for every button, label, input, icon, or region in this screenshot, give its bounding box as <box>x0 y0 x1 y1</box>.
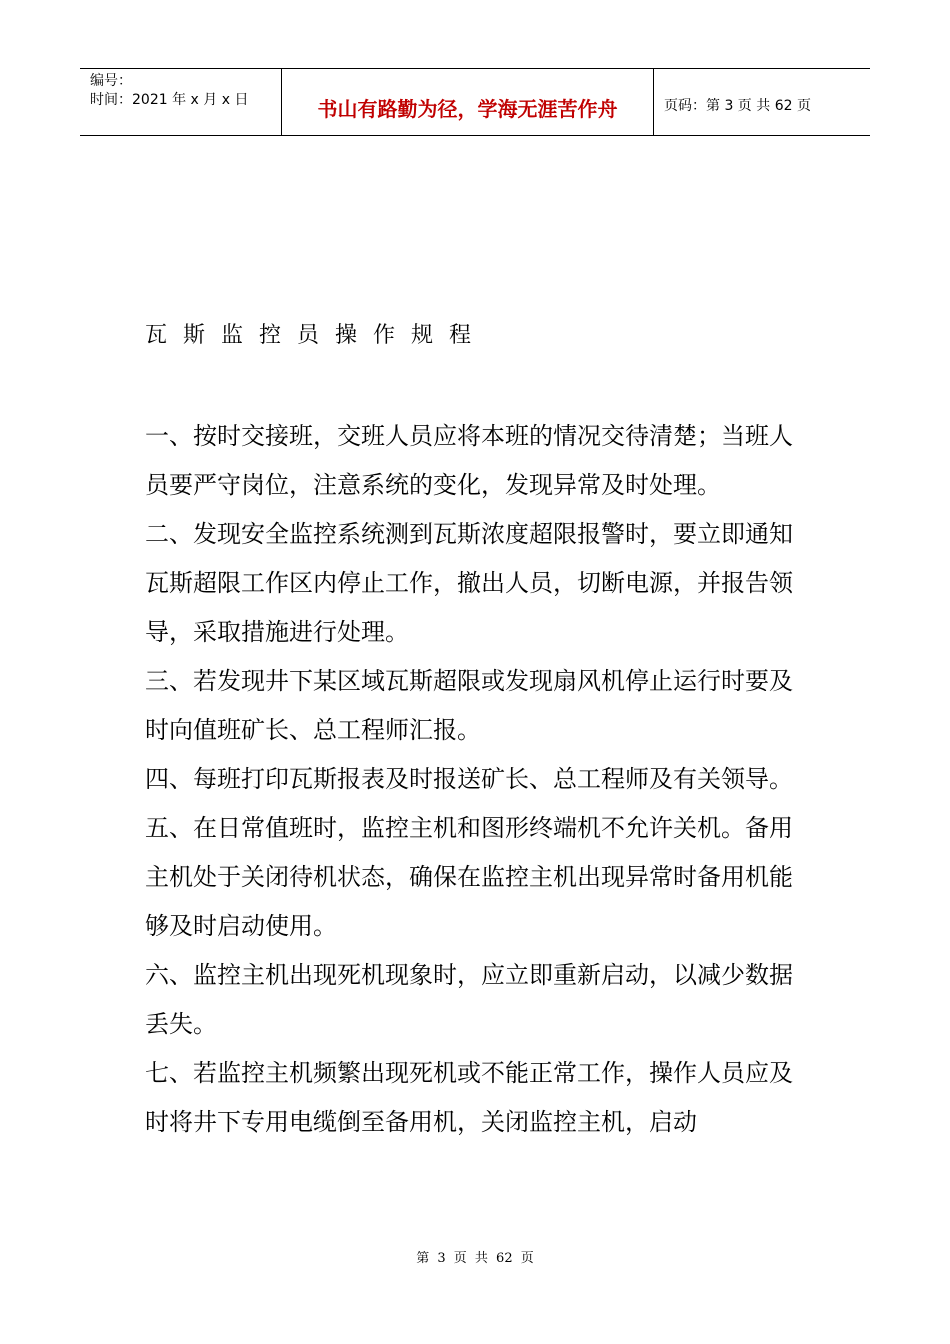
header-page-info: 页码：第 3 页 共 62 页 <box>664 98 811 114</box>
document-number-label: 编号： <box>90 73 132 89</box>
page-header <box>80 68 870 136</box>
header-motto: 书山有路勤为径，学海无涯苦作舟 <box>317 97 618 121</box>
header-motto-cell <box>282 69 654 135</box>
paragraph-7: 七、若监控主机频繁出现死机或不能正常工作，操作人员应及时将井下专用电缆倒至备用机，关闭监控主机，启动 <box>145 1059 793 1136</box>
page-footer: 第 3 页 共 62 页 <box>416 1251 534 1266</box>
document-date: 时间：2021 年 x 月 x 日 <box>90 92 249 108</box>
document-title: 瓦斯监控员操作规程 <box>145 323 488 348</box>
paragraph-1: 一、按时交接班，交班人员应将本班的情况交待清楚；当班人员要严守岗位，注意系统的变化，发现异常及时处理。 <box>145 422 793 499</box>
paragraph-2: 二、发现安全监控系统测到瓦斯浓度超限报警时，要立即通知瓦斯超限工作区内停止工作，撤出人员，切断电源，并报告领导，采取措施进行处理。 <box>145 520 793 646</box>
paragraph-4: 四、每班打印瓦斯报表及时报送矿长、总工程师及有关领导。 <box>145 765 793 793</box>
paragraph-6: 六、监控主机出现死机现象时，应立即重新启动，以减少数据丢失。 <box>145 961 793 1038</box>
header-meta-cell <box>80 69 282 135</box>
document-body <box>145 412 810 1147</box>
paragraph-3: 三、若发现井下某区域瓦斯超限或发现扇风机停止运行时要及时向值班矿长、总工程师汇报。 <box>145 667 793 744</box>
paragraph-5: 五、在日常值班时，监控主机和图形终端机不允许关机。备用主机处于关闭待机状态，确保在监控主机出现异常时备用机能够及时启动使用。 <box>145 814 793 940</box>
header-page-cell <box>654 69 870 135</box>
